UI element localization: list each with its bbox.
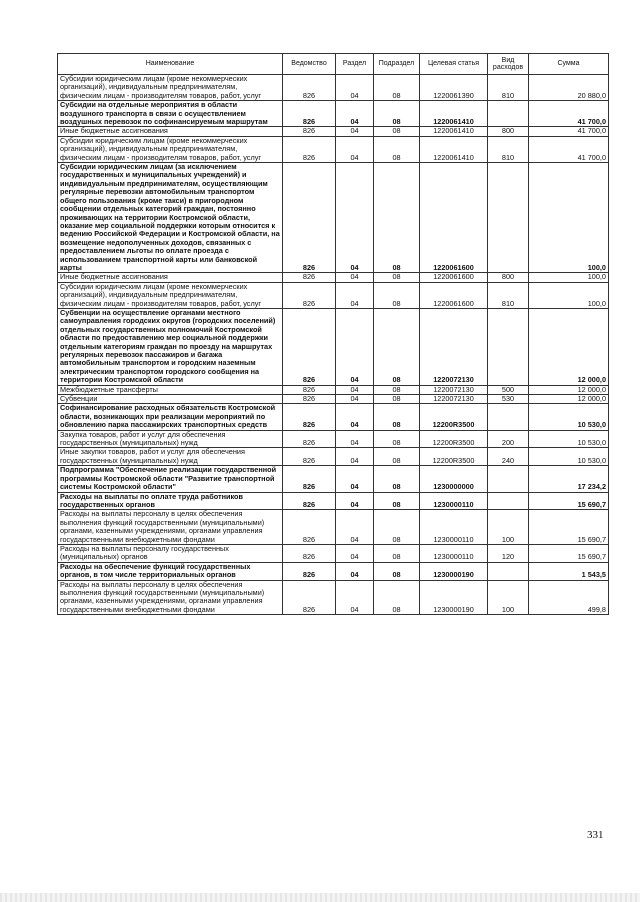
- table-row: [58, 101, 609, 127]
- cell-amount: 15 690,7: [529, 544, 609, 562]
- table-row: [58, 404, 609, 430]
- header-section: Раздел: [336, 54, 374, 75]
- cell-ministry: 826: [283, 127, 336, 136]
- cell-section: 04: [336, 163, 374, 273]
- cell-name: Субсидии на отдельные мероприятия в области воздушного транспорта в связи с осуществлением воздушных перевозок по софинансируемым маршрутам: [58, 101, 283, 127]
- cell-amount: 41 700,0: [529, 127, 609, 136]
- cell-ministry: 826: [283, 430, 336, 448]
- cell-kind: 100: [488, 580, 529, 615]
- cell-target: 1220072130: [420, 308, 488, 385]
- cell-section: 04: [336, 273, 374, 282]
- cell-ministry: 826: [283, 580, 336, 615]
- cell-kind: 810: [488, 136, 529, 162]
- cell-target: 1230000110: [420, 510, 488, 545]
- cell-section: 04: [336, 580, 374, 615]
- cell-subsection: 08: [374, 510, 420, 545]
- cell-kind: [488, 308, 529, 385]
- cell-section: 04: [336, 101, 374, 127]
- cell-kind: [488, 163, 529, 273]
- cell-ministry: 826: [283, 466, 336, 492]
- cell-subsection: 08: [374, 282, 420, 308]
- cell-subsection: 08: [374, 430, 420, 448]
- table-row: [58, 466, 609, 492]
- table-row: [58, 544, 609, 562]
- cell-amount: 41 700,0: [529, 101, 609, 127]
- cell-section: 04: [336, 510, 374, 545]
- table-row: [58, 510, 609, 545]
- cell-amount: 20 880,0: [529, 75, 609, 101]
- cell-subsection: 08: [374, 562, 420, 580]
- cell-target: 1220072130: [420, 385, 488, 394]
- cell-name: Расходы на выплаты персоналу в целях обеспечения выполнения функций государственными (муниципальными) органами, казенными учреждениями, органами управления государственными внебюджетными фондами: [58, 510, 283, 545]
- cell-section: 04: [336, 448, 374, 466]
- cell-name: Расходы на обеспечение функций государственных органов, в том числе территориальных органов: [58, 562, 283, 580]
- cell-section: 04: [336, 466, 374, 492]
- cell-amount: 17 234,2: [529, 466, 609, 492]
- cell-section: 04: [336, 385, 374, 394]
- cell-subsection: 08: [374, 136, 420, 162]
- table-row: [58, 492, 609, 510]
- cell-subsection: 08: [374, 395, 420, 404]
- cell-target: 1220061600: [420, 163, 488, 273]
- cell-amount: 12 000,0: [529, 395, 609, 404]
- cell-name: Субсидии юридическим лицам (кроме некоммерческих организаций), индивидуальным предпринимателям, физическим лицам - производителям товаров, работ, услуг: [58, 282, 283, 308]
- cell-name: Закупка товаров, работ и услуг для обеспечения государственных (муниципальных) нужд: [58, 430, 283, 448]
- cell-subsection: 08: [374, 448, 420, 466]
- cell-ministry: 826: [283, 282, 336, 308]
- cell-kind: 120: [488, 544, 529, 562]
- cell-name: Субвенции: [58, 395, 283, 404]
- table-row: [58, 163, 609, 273]
- cell-kind: 800: [488, 273, 529, 282]
- cell-kind: 810: [488, 282, 529, 308]
- table-body: [58, 75, 609, 615]
- cell-amount: 15 690,7: [529, 492, 609, 510]
- table-row: [58, 308, 609, 385]
- cell-ministry: 826: [283, 510, 336, 545]
- cell-name: Расходы на выплаты персоналу государственных (муниципальных) органов: [58, 544, 283, 562]
- table-row: [58, 127, 609, 136]
- cell-subsection: 08: [374, 127, 420, 136]
- cell-target: 12200R3500: [420, 430, 488, 448]
- cell-name: Субвенции на осуществление органами местного самоуправления городских округов (городских поселений) отдельных государственных полномочий Костромской области по предоставлению мер социальной поддержки отдельным категориям граждан по проезду на маршрутах регулярных перевозок пассажиров и багажа автомобильным транспортом и городским наземным электрическим транспортом городского сообщения на территории Костромской области: [58, 308, 283, 385]
- cell-subsection: 08: [374, 466, 420, 492]
- header-row: [58, 54, 609, 75]
- cell-kind: 100: [488, 510, 529, 545]
- cell-subsection: 08: [374, 101, 420, 127]
- cell-section: 04: [336, 136, 374, 162]
- cell-name: Софинансирование расходных обязательств Костромской области, возникающих при реализации мероприятий по обновлению парка пассажирских транспортных средств: [58, 404, 283, 430]
- cell-amount: 10 530,0: [529, 430, 609, 448]
- cell-section: 04: [336, 127, 374, 136]
- cell-kind: [488, 466, 529, 492]
- cell-target: 1220061410: [420, 127, 488, 136]
- cell-section: 04: [336, 395, 374, 404]
- table-row: [58, 430, 609, 448]
- cell-ministry: 826: [283, 75, 336, 101]
- cell-subsection: 08: [374, 404, 420, 430]
- budget-table: [57, 53, 609, 615]
- table-row: [58, 75, 609, 101]
- cell-amount: 10 530,0: [529, 404, 609, 430]
- cell-amount: 100,0: [529, 273, 609, 282]
- cell-amount: 100,0: [529, 282, 609, 308]
- cell-ministry: 826: [283, 492, 336, 510]
- cell-amount: 15 690,7: [529, 510, 609, 545]
- cell-amount: 12 000,0: [529, 385, 609, 394]
- header-kind: Вид расходов: [488, 54, 529, 75]
- cell-ministry: 826: [283, 136, 336, 162]
- cell-kind: 200: [488, 430, 529, 448]
- cell-kind: 800: [488, 127, 529, 136]
- cell-amount: 12 000,0: [529, 308, 609, 385]
- cell-name: Иные закупки товаров, работ и услуг для обеспечения государственных (муниципальных) нужд: [58, 448, 283, 466]
- cell-ministry: 826: [283, 544, 336, 562]
- cell-section: 04: [336, 308, 374, 385]
- header-amount: Сумма: [529, 54, 609, 75]
- scan-edge-strip: [0, 893, 640, 902]
- cell-ministry: 826: [283, 448, 336, 466]
- page-number: 331: [587, 829, 604, 841]
- cell-target: 12200R3500: [420, 404, 488, 430]
- cell-section: 04: [336, 562, 374, 580]
- cell-ministry: 826: [283, 308, 336, 385]
- cell-kind: [488, 404, 529, 430]
- cell-target: 1220061410: [420, 101, 488, 127]
- cell-name: Межбюджетные трансферты: [58, 385, 283, 394]
- table-row: [58, 562, 609, 580]
- cell-name: Иные бюджетные ассигнования: [58, 127, 283, 136]
- cell-amount: 100,0: [529, 163, 609, 273]
- cell-name: Расходы на выплаты по оплате труда работников государственных органов: [58, 492, 283, 510]
- cell-ministry: 826: [283, 395, 336, 404]
- cell-target: 1220061600: [420, 282, 488, 308]
- cell-target: 1220061410: [420, 136, 488, 162]
- cell-section: 04: [336, 282, 374, 308]
- cell-target: 1220072130: [420, 395, 488, 404]
- cell-kind: 810: [488, 75, 529, 101]
- cell-subsection: 08: [374, 163, 420, 273]
- cell-ministry: 826: [283, 562, 336, 580]
- cell-kind: [488, 562, 529, 580]
- cell-subsection: 08: [374, 273, 420, 282]
- cell-amount: 41 700,0: [529, 136, 609, 162]
- header-ministry: Ведомство: [283, 54, 336, 75]
- table-row: [58, 448, 609, 466]
- cell-name: Субсидии юридическим лицам (кроме некоммерческих организаций), индивидуальным предпринимателям, физическим лицам - производителям товаров, работ, услуг: [58, 75, 283, 101]
- header-target: Целевая статья: [420, 54, 488, 75]
- cell-kind: [488, 101, 529, 127]
- cell-subsection: 08: [374, 580, 420, 615]
- cell-amount: 1 543,5: [529, 562, 609, 580]
- cell-name: Иные бюджетные ассигнования: [58, 273, 283, 282]
- cell-target: 1230000000: [420, 466, 488, 492]
- cell-subsection: 08: [374, 492, 420, 510]
- cell-target: 1230000110: [420, 492, 488, 510]
- cell-target: 1220061390: [420, 75, 488, 101]
- cell-kind: 530: [488, 395, 529, 404]
- table-row: [58, 580, 609, 615]
- cell-ministry: 826: [283, 385, 336, 394]
- cell-target: 1230000190: [420, 562, 488, 580]
- cell-ministry: 826: [283, 101, 336, 127]
- cell-target: 1220061600: [420, 273, 488, 282]
- table-row: [58, 385, 609, 394]
- cell-section: 04: [336, 75, 374, 101]
- cell-name: Субсидии юридическим лицам (кроме некоммерческих организаций), индивидуальным предпринимателям, физическим лицам - производителям товаров, работ, услуг: [58, 136, 283, 162]
- cell-section: 04: [336, 544, 374, 562]
- cell-subsection: 08: [374, 308, 420, 385]
- cell-amount: 499,8: [529, 580, 609, 615]
- cell-ministry: 826: [283, 163, 336, 273]
- cell-target: 12200R3500: [420, 448, 488, 466]
- cell-name: Субсидии юридическим лицам (за исключением государственных и муниципальных учреждений) и индивидуальным предпринимателям, осуществляющим регулярные перевозки автомобильным транспортом общего пользования (кроме такси) в пригородном сообщении отдельных категорий граждан, постоянно проживающих на территории Костромской области, оказание мер социальной поддержки которым относится к ведению Российской Федерации и Костромской области, на возмещение недополученных доходов, связанных с предоставлением льготы по оплате проезда с использованием транспортной карты или банковской карты: [58, 163, 283, 273]
- cell-kind: 500: [488, 385, 529, 394]
- cell-target: 1230000110: [420, 544, 488, 562]
- table-row: [58, 136, 609, 162]
- cell-target: 1230000190: [420, 580, 488, 615]
- cell-ministry: 826: [283, 273, 336, 282]
- table-row: [58, 273, 609, 282]
- cell-section: 04: [336, 492, 374, 510]
- cell-amount: 10 530,0: [529, 448, 609, 466]
- cell-subsection: 08: [374, 385, 420, 394]
- cell-subsection: 08: [374, 544, 420, 562]
- cell-name: Расходы на выплаты персоналу в целях обеспечения выполнения функций государственными (муниципальными) органами, казенными учреждениями, органами управления государственными внебюджетными фондами: [58, 580, 283, 615]
- cell-kind: 240: [488, 448, 529, 466]
- table-row: [58, 282, 609, 308]
- cell-subsection: 08: [374, 75, 420, 101]
- cell-section: 04: [336, 430, 374, 448]
- cell-name: Подпрограмма "Обеспечение реализации государственной программы Костромской области "Развитие транспортной системы Костромской области": [58, 466, 283, 492]
- header-name: Наименование: [58, 54, 283, 75]
- cell-kind: [488, 492, 529, 510]
- header-subsection: Подраздел: [374, 54, 420, 75]
- cell-section: 04: [336, 404, 374, 430]
- cell-ministry: 826: [283, 404, 336, 430]
